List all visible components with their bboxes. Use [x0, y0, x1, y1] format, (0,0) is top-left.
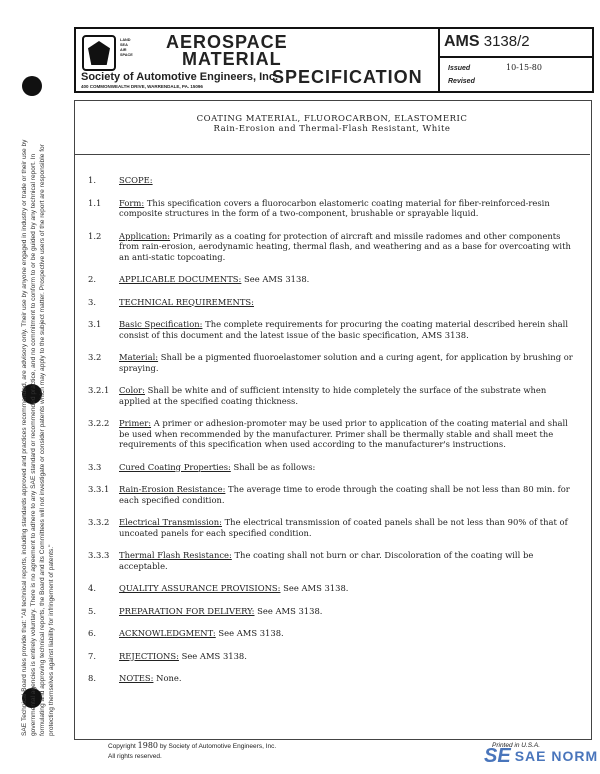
header-right-panel — [440, 29, 592, 91]
section-text: Primarily as a coating for protection of aircraft and missile radomes and other components from rain-erosion, aerodynamic heating, thermal flash, and weathering and as a base for overcoating with an anti-static topcoating. — [119, 230, 571, 262]
section-text: This specification covers a fluorocarbon elastomeric coating material for fiber-reinforced-resin composite structures in the form of a two-component, brushable or sprayable liquid. — [119, 197, 550, 218]
logo-line-space: SPACE — [120, 53, 133, 57]
section-heading: Electrical Transmission: — [119, 517, 222, 527]
document-subtitle: Rain-Erosion and Thermal-Flash Resistant, White — [213, 124, 451, 134]
section-number: 3.2.2 — [88, 418, 110, 428]
issued-label: Issued — [448, 65, 471, 72]
section-text: The coating shall not burn or char. Discoloration of the coating will be acceptable. — [119, 550, 534, 571]
section-heading: Material: — [119, 352, 159, 362]
section-3-2-2 — [88, 418, 578, 450]
section-text: A primer or adhesion-promoter may be used prior to application of the coating material and shall be used when recommended by the manufacturer. Primer shall be thermally stable and shall meet the requirements of this specification when used according to the manufacturer's instructions. — [119, 418, 568, 449]
section-3-3-2 — [88, 517, 578, 538]
section-8 — [88, 673, 578, 684]
section-number: 3.2.1 — [88, 385, 110, 395]
section-text: Shall be as follows: — [230, 461, 316, 472]
section-1-2 — [88, 231, 578, 263]
section-number: 5. — [88, 605, 96, 616]
section-text: See AMS 3138. — [215, 628, 284, 638]
section-text: See AMS 3138. — [241, 274, 310, 284]
logo-line-sea: SEA — [120, 43, 128, 47]
section-number: 3. — [88, 296, 96, 307]
section-1 — [88, 175, 578, 186]
section-text: The complete requirements for procuring the coating material described herein shall consist of this document and the latest issue of the basic specification, AMS 3138. — [119, 319, 569, 340]
section-number: 3.1 — [88, 319, 102, 329]
section-text: The electrical transmission of coated panels shall be not less than 90% of that of uncoated panels for each specified condition. — [119, 517, 568, 538]
copyright-prefix: Copyright — [108, 743, 136, 750]
section-heading: APPLICABLE DOCUMENTS: — [119, 274, 242, 284]
section-heading: PREPARATION FOR DELIVERY: — [119, 605, 255, 616]
section-7 — [88, 651, 578, 662]
section-heading: SCOPE: — [119, 175, 153, 185]
section-text: See AMS 3138. — [178, 650, 247, 661]
section-3 — [88, 297, 578, 308]
section-number: 1. — [88, 175, 96, 185]
section-text: Shall be a pigmented fluoroelastomer solution and a curing agent, for application by brushing or spraying. — [119, 352, 573, 373]
society-name: Society of Automotive Engineers, Inc. — [81, 71, 279, 83]
section-text: Shall be white and of sufficient intensity to hide completely the surface of the substrate when applied at the specified coating thickness. — [119, 385, 547, 406]
section-6 — [88, 628, 578, 639]
logo-emblem-icon — [88, 41, 110, 65]
section-3-1 — [88, 319, 578, 340]
ams-prefix: AMS — [444, 33, 480, 50]
section-heading: Rain-Erosion Resistance: — [119, 484, 226, 494]
section-heading: QUALITY ASSURANCE PROVISIONS: — [119, 583, 281, 593]
section-number: 1.1 — [88, 197, 102, 208]
section-heading: Color: — [119, 385, 145, 395]
section-heading: Thermal Flash Resistance: — [119, 550, 232, 560]
watermark-norm: SAE NORM — [514, 748, 599, 764]
header-left-panel — [76, 29, 440, 91]
section-3-3 — [88, 462, 578, 473]
section-4 — [88, 583, 578, 594]
copyright-footer — [108, 741, 276, 762]
specification-title: SPECIFICATION — [272, 67, 423, 87]
section-text: See AMS 3138. — [280, 583, 349, 593]
logo-line-land: LAND — [120, 38, 131, 42]
society-address: 400 COMMONWEALTH DRIVE, WARRENDALE, PA. 15096 — [81, 84, 203, 89]
section-text: See AMS 3138. — [254, 605, 323, 616]
watermark-se: SE — [484, 744, 511, 767]
section-text: The average time to erode through the coating shall be not less than 80 min. for each specified condition. — [119, 484, 570, 505]
ams-number: 3138/2 — [483, 33, 530, 50]
section-3-2 — [88, 352, 578, 373]
ams-designation — [444, 33, 530, 51]
material-title: MATERIAL — [182, 49, 282, 69]
section-heading: Form: — [119, 197, 145, 208]
section-heading: Primer: — [119, 418, 152, 428]
section-2 — [88, 274, 578, 285]
section-heading: Application: — [119, 230, 171, 241]
section-text: None. — [153, 673, 182, 683]
document-header — [74, 27, 594, 93]
section-heading: TECHNICAL REQUIREMENTS: — [119, 296, 254, 307]
section-3-2-1 — [88, 385, 578, 406]
section-number: 3.3.1 — [88, 484, 110, 494]
sae-logo — [82, 35, 116, 71]
rights-reserved: All rights reserved. — [108, 753, 162, 760]
section-5 — [88, 606, 578, 617]
section-number: 8. — [88, 673, 96, 683]
logo-words — [120, 38, 133, 58]
copyright-year: 1980 — [137, 741, 158, 750]
section-number: 3.2 — [88, 352, 102, 362]
logo-line-air: AIR — [120, 48, 127, 52]
aerospace-title: AEROSPACE — [166, 32, 288, 52]
copyright-suffix: by Society of Automotive Engineers, Inc. — [159, 743, 277, 750]
copyright-line — [108, 741, 276, 752]
section-heading: NOTES: — [119, 673, 154, 683]
section-heading: REJECTIONS: — [119, 650, 179, 661]
section-number: 3.3 — [88, 461, 102, 472]
document-title-block — [74, 100, 590, 155]
document-title: COATING MATERIAL, FLUOROCARBON, ELASTOMERIC — [196, 114, 468, 124]
section-number: 7. — [88, 650, 96, 661]
punch-hole-top — [22, 76, 42, 96]
issued-date: 10-15-80 — [506, 63, 542, 72]
disclaimer-sidenote: SAE Technical Board rules provide that: "All technical reports, including standards approved and practices recommended, are advisory only. Their use by anyone engaged in industry or trade or their use by governmental agencies is entirely voluntary. There is no agreement to adhere to any SAE standard or recommended practice, and no commitment to conform to or be guided by any technical report. In formulating and approving technical reports, the Board and its Committees will not investigate or consider patents which may apply to the subject matter. Prospective users of the report are responsible for protecting themselves against liability for infringement of patents." — [21, 139, 55, 736]
section-3-3-1 — [88, 484, 578, 505]
section-number: 1.2 — [88, 230, 102, 241]
section-heading: Cured Coating Properties: — [119, 461, 231, 472]
section-number: 3.3.3 — [88, 550, 110, 560]
section-1-1 — [88, 198, 578, 219]
printed-in-usa: Printed in U.S.A. — [492, 742, 541, 749]
section-number: 3.3.2 — [88, 517, 110, 527]
section-number: 4. — [88, 583, 96, 593]
header-divider — [440, 56, 592, 58]
section-number: 6. — [88, 628, 96, 638]
section-number: 2. — [88, 274, 96, 284]
specification-body — [88, 175, 578, 696]
section-heading: ACKNOWLEDGMENT: — [119, 628, 216, 638]
section-3-3-3 — [88, 550, 578, 571]
revised-label: Revised — [448, 78, 475, 85]
section-heading: Basic Specification: — [119, 319, 203, 329]
